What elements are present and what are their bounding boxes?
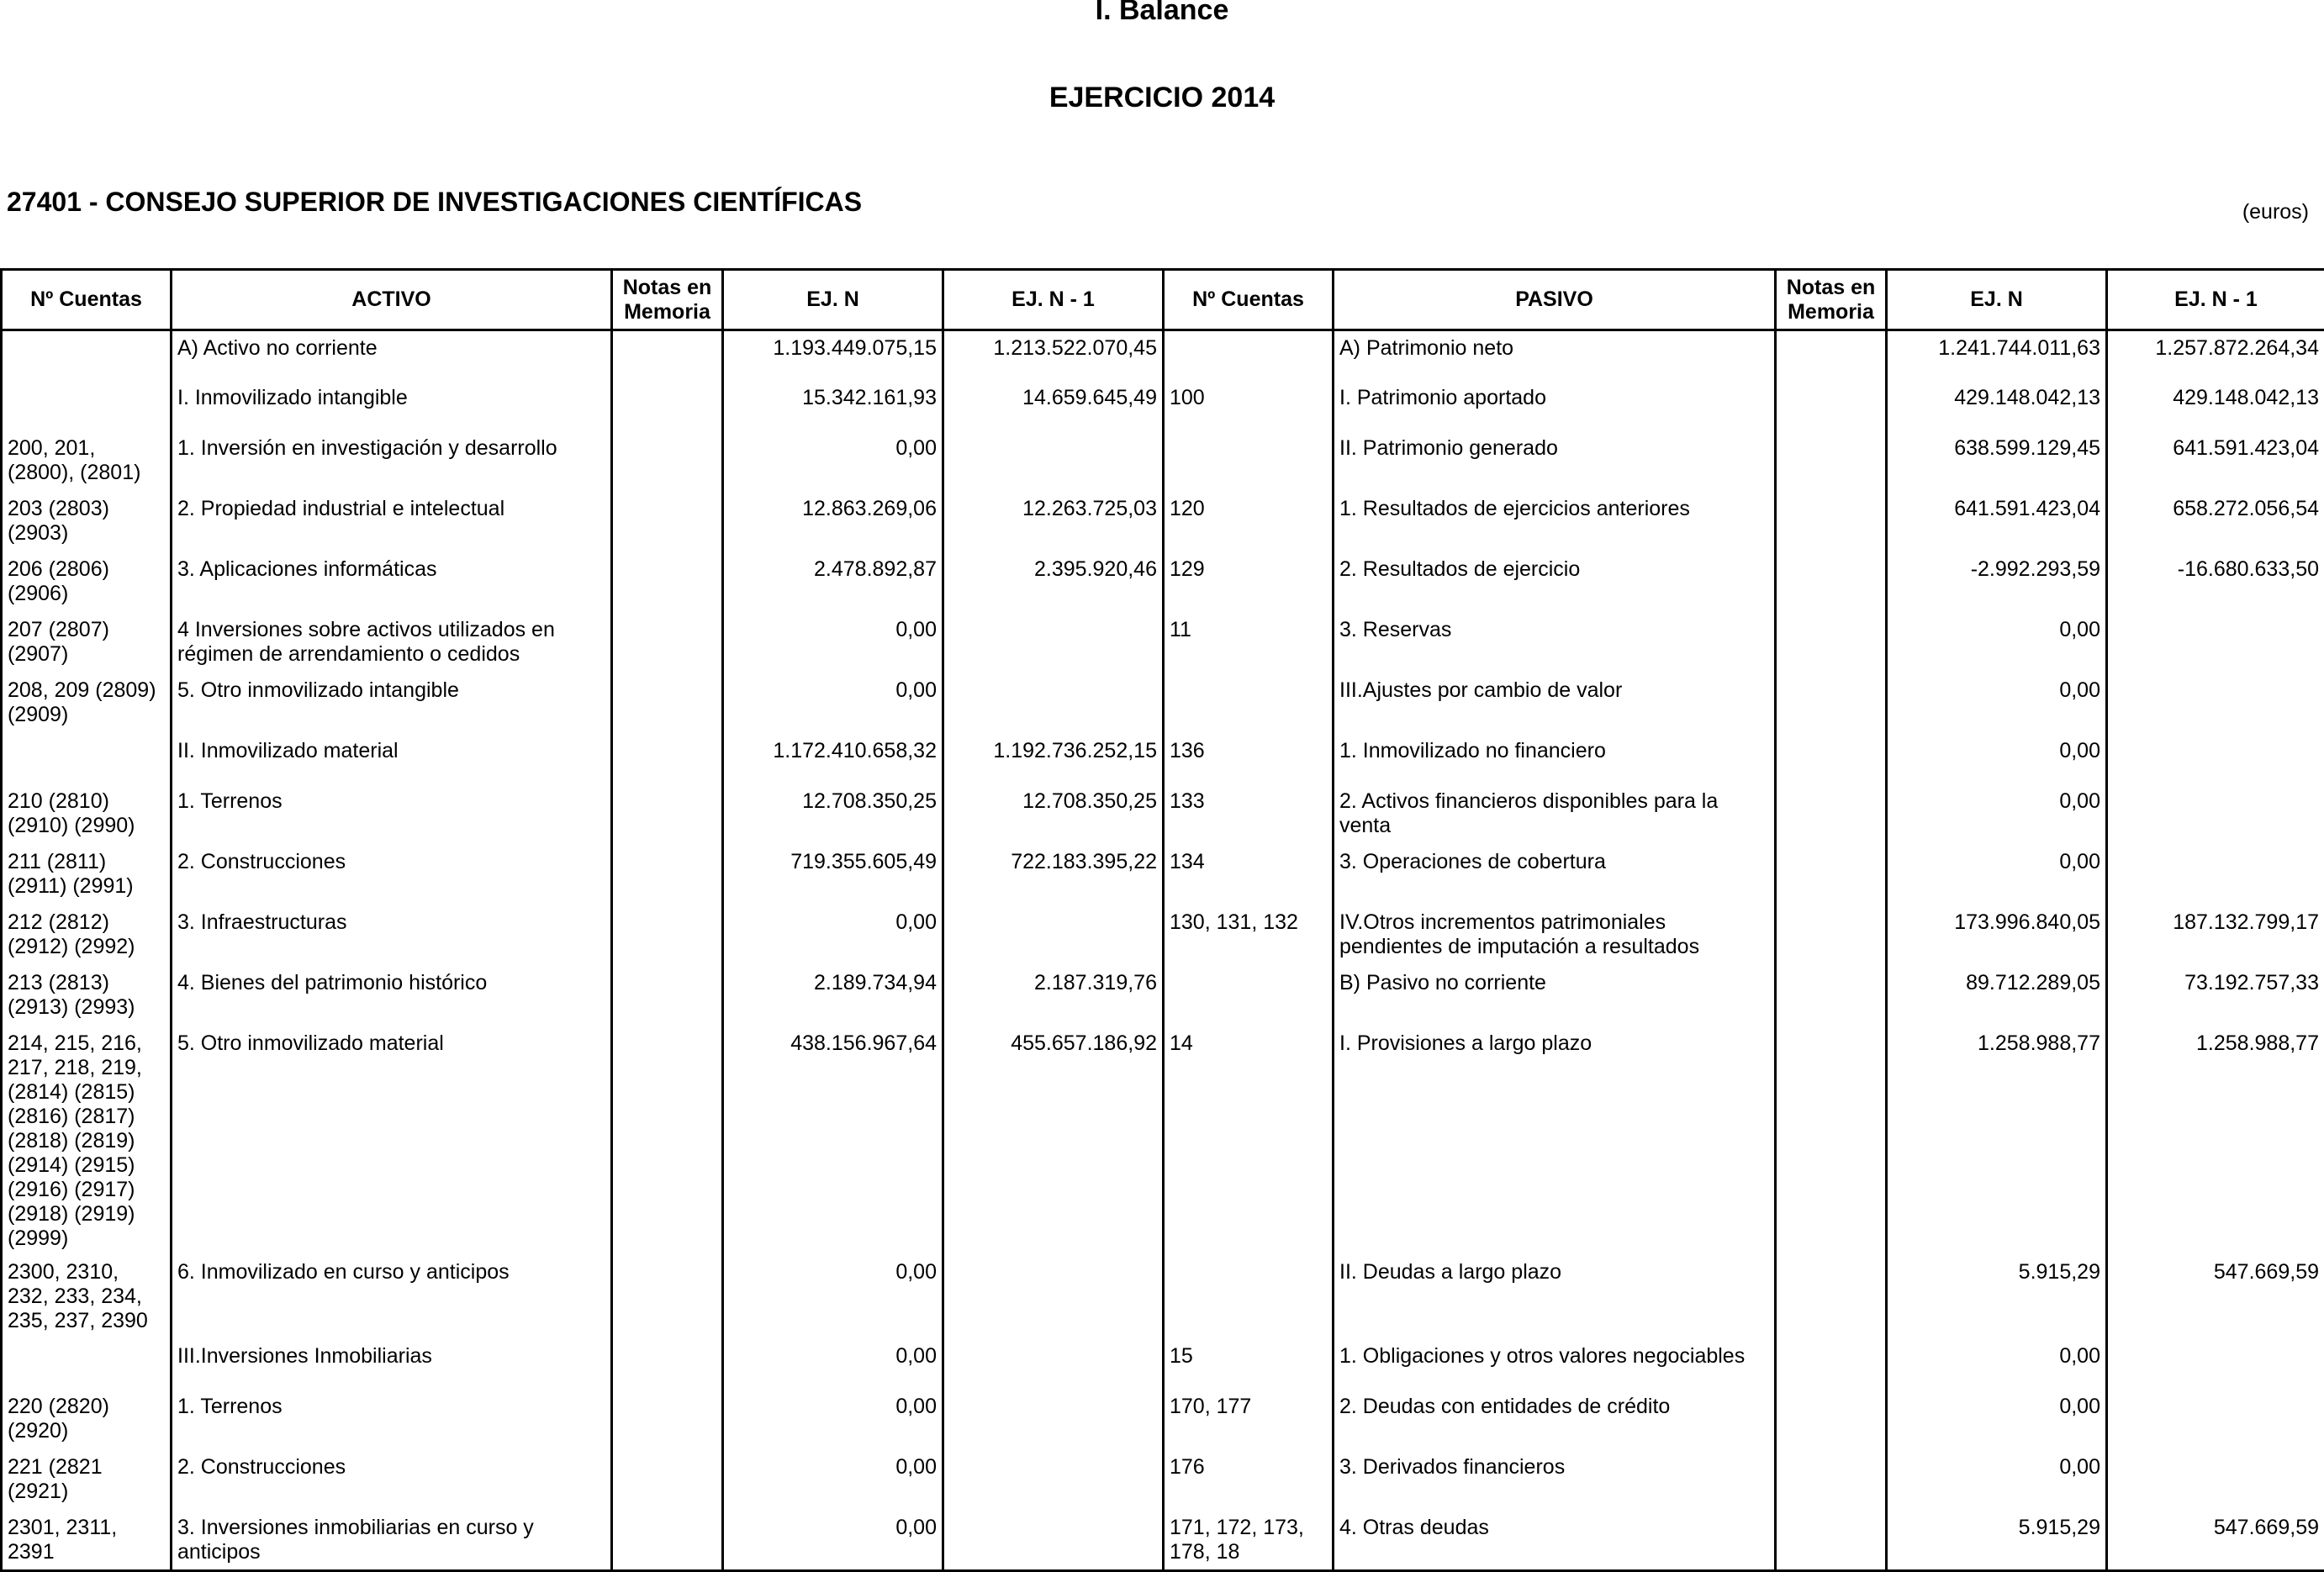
- activo-ej-n: 2.478.892,87: [723, 552, 943, 613]
- activo-concept: II. Inmovilizado material: [172, 734, 612, 784]
- account-codes-activo: 203 (2803) (2903): [2, 492, 172, 552]
- activo-concept: 3. Aplicaciones informáticas: [172, 552, 612, 613]
- table-row: [2, 431, 2324, 492]
- pasivo-ej-n: 0,00: [1887, 613, 2107, 673]
- table-row: [2, 1255, 2324, 1339]
- pasivo-concept: 1. Inmovilizado no financiero: [1334, 734, 1776, 784]
- activo-concept: 2. Construcciones: [172, 845, 612, 905]
- pasivo-concept: IV.Otros incrementos patrimoniales pendientes de imputación a resultados: [1334, 905, 1776, 966]
- activo-ej-n1: [943, 905, 1164, 966]
- account-codes-pasivo: 176: [1164, 1450, 1334, 1511]
- table-row: [2, 330, 2324, 381]
- account-codes-activo: [2, 381, 172, 431]
- notes-activo: [612, 613, 723, 673]
- notes-pasivo: [1776, 330, 1887, 381]
- account-codes-pasivo: 11: [1164, 613, 1334, 673]
- pasivo-ej-n: 1.241.744.011,63: [1887, 330, 2107, 381]
- pasivo-concept: I. Provisiones a largo plazo: [1334, 1026, 1776, 1255]
- activo-ej-n1: 12.263.725,03: [943, 492, 1164, 552]
- notes-activo: [612, 1339, 723, 1390]
- account-codes-pasivo: 134: [1164, 845, 1334, 905]
- activo-ej-n: 0,00: [723, 905, 943, 966]
- notes-activo: [612, 845, 723, 905]
- pasivo-ej-n1: [2107, 1390, 2324, 1450]
- pasivo-concept: 1. Resultados de ejercicios anteriores: [1334, 492, 1776, 552]
- pasivo-concept: 3. Reservas: [1334, 613, 1776, 673]
- account-codes-activo: 214, 215, 216, 217, 218, 219, (2814) (2815) (2816) (2817) (2818) (2819) (2914) (2915) (2916) (2917) (2918) (2919) (2999): [2, 1026, 172, 1255]
- notes-pasivo: [1776, 734, 1887, 784]
- pasivo-ej-n1: 73.192.757,33: [2107, 966, 2324, 1026]
- account-codes-activo: 208, 209 (2809) (2909): [2, 673, 172, 734]
- activo-concept: 4 Inversiones sobre activos utilizados en régimen de arrendamiento o cedidos: [172, 613, 612, 673]
- notes-pasivo: [1776, 966, 1887, 1026]
- account-codes-activo: 210 (2810) (2910) (2990): [2, 784, 172, 845]
- activo-ej-n1: 2.395.920,46: [943, 552, 1164, 613]
- account-codes-pasivo: [1164, 966, 1334, 1026]
- activo-concept: 1. Terrenos: [172, 1390, 612, 1450]
- notes-activo: [612, 431, 723, 492]
- activo-concept: 1. Inversión en investigación y desarrollo: [172, 431, 612, 492]
- account-codes-activo: 2301, 2311, 2391: [2, 1511, 172, 1571]
- notes-pasivo: [1776, 552, 1887, 613]
- account-codes-activo: 213 (2813) (2913) (2993): [2, 966, 172, 1026]
- pasivo-ej-n: 0,00: [1887, 734, 2107, 784]
- pasivo-ej-n1: [2107, 1450, 2324, 1511]
- pasivo-ej-n: 89.712.289,05: [1887, 966, 2107, 1026]
- account-codes-activo: 200, 201, (2800), (2801): [2, 431, 172, 492]
- notes-pasivo: [1776, 492, 1887, 552]
- account-codes-activo: [2, 734, 172, 784]
- account-codes-pasivo: 130, 131, 132: [1164, 905, 1334, 966]
- activo-ej-n: 0,00: [723, 613, 943, 673]
- notes-pasivo: [1776, 431, 1887, 492]
- notes-activo: [612, 330, 723, 381]
- notes-pasivo: [1776, 1390, 1887, 1450]
- account-codes-pasivo: 133: [1164, 784, 1334, 845]
- activo-concept: I. Inmovilizado intangible: [172, 381, 612, 431]
- pasivo-concept: II. Deudas a largo plazo: [1334, 1255, 1776, 1339]
- activo-concept: 5. Otro inmovilizado material: [172, 1026, 612, 1255]
- pasivo-concept: 4. Otras deudas: [1334, 1511, 1776, 1571]
- notes-activo: [612, 1255, 723, 1339]
- pasivo-concept: III.Ajustes por cambio de valor: [1334, 673, 1776, 734]
- pasivo-concept: 1. Obligaciones y otros valores negociables: [1334, 1339, 1776, 1390]
- notes-pasivo: [1776, 381, 1887, 431]
- activo-ej-n: 719.355.605,49: [723, 845, 943, 905]
- account-codes-pasivo: [1164, 1255, 1334, 1339]
- activo-concept: 3. Inversiones inmobiliarias en curso y anticipos: [172, 1511, 612, 1571]
- table-row: [2, 673, 2324, 734]
- currency-units: (euros): [2242, 198, 2309, 225]
- notes-activo: [612, 552, 723, 613]
- fiscal-year-title: EJERCICIO 2014: [0, 81, 2324, 114]
- activo-ej-n1: 722.183.395,22: [943, 845, 1164, 905]
- account-codes-pasivo: 171, 172, 173, 178, 18: [1164, 1511, 1334, 1571]
- report-title: I. Balance: [0, 0, 2324, 27]
- activo-ej-n: 0,00: [723, 1339, 943, 1390]
- pasivo-ej-n1: 1.258.988,77: [2107, 1026, 2324, 1255]
- table-row: [2, 381, 2324, 431]
- activo-ej-n: 1.172.410.658,32: [723, 734, 943, 784]
- account-codes-pasivo: 136: [1164, 734, 1334, 784]
- table-row: [2, 845, 2324, 905]
- account-codes-pasivo: [1164, 431, 1334, 492]
- pasivo-ej-n1: 547.669,59: [2107, 1255, 2324, 1339]
- header-ejn-activo: EJ. N: [723, 270, 943, 330]
- header-activo: ACTIVO: [172, 270, 612, 330]
- notes-pasivo: [1776, 1511, 1887, 1571]
- activo-ej-n1: [943, 1390, 1164, 1450]
- activo-ej-n: 2.189.734,94: [723, 966, 943, 1026]
- activo-concept: A) Activo no corriente: [172, 330, 612, 381]
- notes-activo: [612, 673, 723, 734]
- table-row: [2, 1026, 2324, 1255]
- notes-pasivo: [1776, 1255, 1887, 1339]
- activo-ej-n1: [943, 1255, 1164, 1339]
- balance-table: [0, 268, 2324, 1572]
- activo-ej-n1: 1.213.522.070,45: [943, 330, 1164, 381]
- table-row: [2, 552, 2324, 613]
- pasivo-ej-n: 641.591.423,04: [1887, 492, 2107, 552]
- account-codes-activo: [2, 1339, 172, 1390]
- pasivo-ej-n: 0,00: [1887, 784, 2107, 845]
- activo-ej-n1: [943, 1450, 1164, 1511]
- account-codes-activo: [2, 330, 172, 381]
- table-row: [2, 613, 2324, 673]
- activo-concept: 2. Construcciones: [172, 1450, 612, 1511]
- pasivo-ej-n1: 658.272.056,54: [2107, 492, 2324, 552]
- notes-pasivo: [1776, 1339, 1887, 1390]
- account-codes-activo: 211 (2811) (2911) (2991): [2, 845, 172, 905]
- pasivo-concept: I. Patrimonio aportado: [1334, 381, 1776, 431]
- pasivo-ej-n: 429.148.042,13: [1887, 381, 2107, 431]
- pasivo-concept: II. Patrimonio generado: [1334, 431, 1776, 492]
- notes-activo: [612, 905, 723, 966]
- pasivo-ej-n1: 429.148.042,13: [2107, 381, 2324, 431]
- activo-ej-n: 15.342.161,93: [723, 381, 943, 431]
- account-codes-activo: 212 (2812) (2912) (2992): [2, 905, 172, 966]
- activo-ej-n1: [943, 1339, 1164, 1390]
- pasivo-concept: B) Pasivo no corriente: [1334, 966, 1776, 1026]
- notes-activo: [612, 492, 723, 552]
- activo-ej-n: 0,00: [723, 1450, 943, 1511]
- activo-ej-n: 0,00: [723, 673, 943, 734]
- notes-pasivo: [1776, 784, 1887, 845]
- pasivo-concept: 2. Activos financieros disponibles para la venta: [1334, 784, 1776, 845]
- pasivo-ej-n1: 641.591.423,04: [2107, 431, 2324, 492]
- activo-ej-n1: [943, 613, 1164, 673]
- pasivo-ej-n: -2.992.293,59: [1887, 552, 2107, 613]
- activo-ej-n1: [943, 673, 1164, 734]
- activo-concept: 3. Infraestructuras: [172, 905, 612, 966]
- pasivo-ej-n: 0,00: [1887, 1339, 2107, 1390]
- table-row: [2, 492, 2324, 552]
- account-codes-pasivo: 100: [1164, 381, 1334, 431]
- notes-pasivo: [1776, 1450, 1887, 1511]
- table-row: [2, 1511, 2324, 1571]
- pasivo-ej-n1: [2107, 613, 2324, 673]
- pasivo-ej-n1: [2107, 673, 2324, 734]
- activo-concept: 2. Propiedad industrial e intelectual: [172, 492, 612, 552]
- header-ejn1-pasivo: EJ. N - 1: [2107, 270, 2324, 330]
- activo-ej-n: 0,00: [723, 1255, 943, 1339]
- pasivo-ej-n: 0,00: [1887, 1450, 2107, 1511]
- pasivo-concept: 2. Resultados de ejercicio: [1334, 552, 1776, 613]
- activo-ej-n: 1.193.449.075,15: [723, 330, 943, 381]
- header-pasivo: PASIVO: [1334, 270, 1776, 330]
- header-cuentas-pasivo: Nº Cuentas: [1164, 270, 1334, 330]
- pasivo-ej-n: 638.599.129,45: [1887, 431, 2107, 492]
- notes-activo: [612, 1026, 723, 1255]
- pasivo-concept: 3. Operaciones de cobertura: [1334, 845, 1776, 905]
- pasivo-ej-n1: -16.680.633,50: [2107, 552, 2324, 613]
- pasivo-ej-n: 1.258.988,77: [1887, 1026, 2107, 1255]
- pasivo-ej-n1: 1.257.872.264,34: [2107, 330, 2324, 381]
- notes-activo: [612, 734, 723, 784]
- account-codes-pasivo: 120: [1164, 492, 1334, 552]
- header-notas-activo: Notas en Memoria: [612, 270, 723, 330]
- account-codes-activo: 221 (2821 (2921): [2, 1450, 172, 1511]
- notes-activo: [612, 381, 723, 431]
- pasivo-concept: 2. Deudas con entidades de crédito: [1334, 1390, 1776, 1450]
- notes-activo: [612, 1390, 723, 1450]
- table-row: [2, 1390, 2324, 1450]
- activo-concept: 6. Inmovilizado en curso y anticipos: [172, 1255, 612, 1339]
- notes-activo: [612, 966, 723, 1026]
- header-cuentas-activo: Nº Cuentas: [2, 270, 172, 330]
- pasivo-concept: 3. Derivados financieros: [1334, 1450, 1776, 1511]
- header-ejn1-activo: EJ. N - 1: [943, 270, 1164, 330]
- notes-activo: [612, 1511, 723, 1571]
- pasivo-ej-n: 0,00: [1887, 673, 2107, 734]
- account-codes-pasivo: [1164, 330, 1334, 381]
- activo-ej-n: 12.708.350,25: [723, 784, 943, 845]
- activo-ej-n1: 12.708.350,25: [943, 784, 1164, 845]
- account-codes-pasivo: [1164, 673, 1334, 734]
- header-ejn-pasivo: EJ. N: [1887, 270, 2107, 330]
- table-row: [2, 784, 2324, 845]
- notes-pasivo: [1776, 1026, 1887, 1255]
- pasivo-ej-n1: [2107, 1339, 2324, 1390]
- table-row: [2, 905, 2324, 966]
- header-notas-pasivo: Notas en Memoria: [1776, 270, 1887, 330]
- pasivo-ej-n: 0,00: [1887, 1390, 2107, 1450]
- pasivo-ej-n: 173.996.840,05: [1887, 905, 2107, 966]
- activo-ej-n1: 2.187.319,76: [943, 966, 1164, 1026]
- notes-pasivo: [1776, 905, 1887, 966]
- pasivo-ej-n: 5.915,29: [1887, 1255, 2107, 1339]
- activo-ej-n: 0,00: [723, 1511, 943, 1571]
- table-row: [2, 734, 2324, 784]
- notes-pasivo: [1776, 613, 1887, 673]
- pasivo-ej-n1: [2107, 734, 2324, 784]
- activo-concept: 4. Bienes del patrimonio histórico: [172, 966, 612, 1026]
- activo-ej-n1: [943, 431, 1164, 492]
- activo-ej-n1: 455.657.186,92: [943, 1026, 1164, 1255]
- notes-pasivo: [1776, 673, 1887, 734]
- pasivo-ej-n1: 547.669,59: [2107, 1511, 2324, 1571]
- activo-ej-n: 0,00: [723, 1390, 943, 1450]
- pasivo-ej-n1: [2107, 845, 2324, 905]
- entity-name: 27401 - CONSEJO SUPERIOR DE INVESTIGACIONES CIENTÍFICAS: [7, 185, 862, 219]
- account-codes-activo: 220 (2820) (2920): [2, 1390, 172, 1450]
- activo-ej-n: 0,00: [723, 431, 943, 492]
- notes-pasivo: [1776, 845, 1887, 905]
- account-codes-pasivo: 170, 177: [1164, 1390, 1334, 1450]
- account-codes-pasivo: 14: [1164, 1026, 1334, 1255]
- table-row: [2, 966, 2324, 1026]
- pasivo-concept: A) Patrimonio neto: [1334, 330, 1776, 381]
- notes-activo: [612, 784, 723, 845]
- account-codes-activo: 207 (2807) (2907): [2, 613, 172, 673]
- activo-ej-n1: 1.192.736.252,15: [943, 734, 1164, 784]
- activo-ej-n1: 14.659.645,49: [943, 381, 1164, 431]
- activo-concept: 1. Terrenos: [172, 784, 612, 845]
- pasivo-ej-n: 5.915,29: [1887, 1511, 2107, 1571]
- account-codes-pasivo: 15: [1164, 1339, 1334, 1390]
- activo-ej-n: 438.156.967,64: [723, 1026, 943, 1255]
- activo-concept: III.Inversiones Inmobiliarias: [172, 1339, 612, 1390]
- table-row: [2, 1450, 2324, 1511]
- account-codes-activo: 206 (2806) (2906): [2, 552, 172, 613]
- notes-activo: [612, 1450, 723, 1511]
- pasivo-ej-n1: 187.132.799,17: [2107, 905, 2324, 966]
- account-codes-pasivo: 129: [1164, 552, 1334, 613]
- table-row: [2, 1339, 2324, 1390]
- activo-ej-n: 12.863.269,06: [723, 492, 943, 552]
- account-codes-activo: 2300, 2310, 232, 233, 234, 235, 237, 2390: [2, 1255, 172, 1339]
- pasivo-ej-n: 0,00: [1887, 845, 2107, 905]
- activo-ej-n1: [943, 1511, 1164, 1571]
- table-header-row: [2, 270, 2324, 330]
- activo-concept: 5. Otro inmovilizado intangible: [172, 673, 612, 734]
- pasivo-ej-n1: [2107, 784, 2324, 845]
